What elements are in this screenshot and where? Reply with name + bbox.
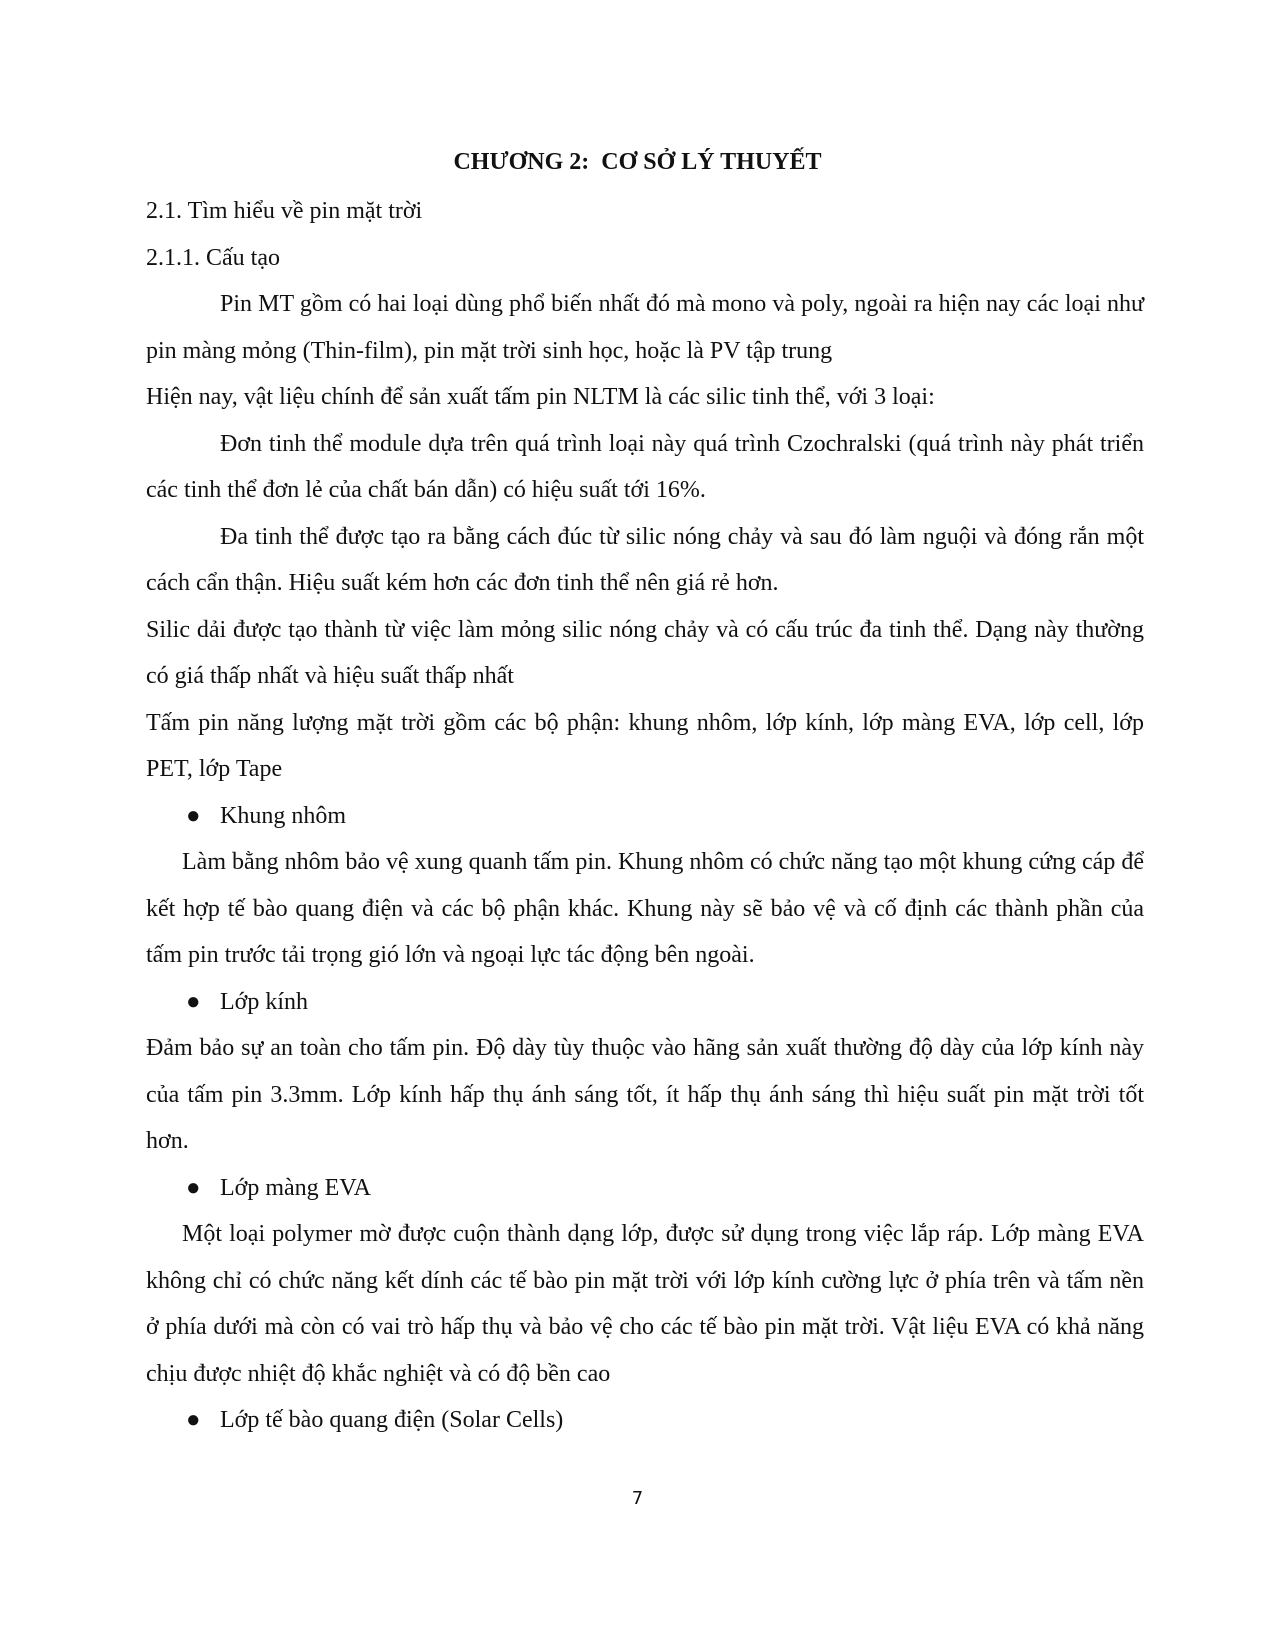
paragraph-monocrystalline: Đơn tinh thể module dựa trên quá trình loại này quá trình Czochralski (quá trình này phát triển các tinh thể đơn lẻ của chất bán dẫn) có hiệu suất tới 16%. [146,430,1144,503]
section-heading: 2.1. Tìm hiểu về pin mặt trời [146,198,423,224]
bullet-label: Khung nhôm [220,802,346,829]
bullet-label: Lớp tế bào quang điện (Solar Cells) [220,1407,564,1433]
bullet-item-glass-layer [146,979,1144,1026]
subsection-heading: 2.1.1. Cấu tạo [146,244,280,271]
paragraph-materials-intro: Hiện nay, vật liệu chính để sản xuất tấm pin NLTM là các silic tinh thể, với 3 loại: [146,384,935,410]
paragraph-eva-layer: Một loại polymer mờ được cuộn thành dạng lớp, được sử dụng trong việc lắp ráp. Lớp màng EVA không chỉ có chức năng kết dính các tế bào pin mặt trời với lớp kính cường lực ở phía trên và tấm nền ở phía dưới mà còn có vai trò hấp thụ và bảo vệ cho các tế bào pin mặt trời. Vật liệu EVA có khả năng chịu được nhiệt độ khắc nghiệt và có độ bền cao [146,1221,1144,1387]
paragraph-solar-types: Pin MT gồm có hai loại dùng phổ biến nhất đó mà mono và poly, ngoài ra hiện nay các loại như pin màng mỏng (Thin-film), pin mặt trời sinh học, hoặc là PV tập trung [146,291,1144,364]
bullet-dot-icon: ● [186,988,201,1015]
bullet-dot-icon: ● [186,1407,201,1433]
bullet-dot-icon: ● [186,802,201,829]
bullet-item-eva-layer [146,1165,1144,1212]
paragraph-glass-layer: Đảm bảo sự an toàn cho tấm pin. Độ dày tùy thuộc vào hãng sản xuất thường độ dày của lớp kính này của tấm pin 3.3mm. Lớp kính hấp thụ ánh sáng tốt, ít hấp thụ ánh sáng thì hiệu suất pin mặt trời tốt hơn. [146,1035,1144,1154]
paragraph-polycrystalline: Đa tinh thể được tạo ra bằng cách đúc từ silic nóng chảy và sau đó làm nguội và đóng rắn một cách cẩn thận. Hiệu suất kém hơn các đơn tinh thể nên giá rẻ hơn. [146,523,1144,596]
bullet-item-aluminum-frame [146,793,1144,840]
bullet-label: Lớp màng EVA [220,1174,371,1201]
document-body [146,188,1144,1444]
paragraph-panel-components: Tấm pin năng lượng mặt trời gồm các bộ phận: khung nhôm, lớp kính, lớp màng EVA, lớp cell, lớp PET, lớp Tape [146,709,1144,782]
bullet-item-solar-cells [146,1397,1144,1444]
bullet-dot-icon: ● [186,1174,201,1201]
bullet-label: Lớp kính [220,988,309,1015]
paragraph-aluminum-frame: Làm bằng nhôm bảo vệ xung quanh tấm pin. Khung nhôm có chức năng tạo một khung cứng cáp để kết hợp tế bào quang điện và các bộ phận khác. Khung này sẽ bảo vệ và cố định các thành phần của tấm pin trước tải trọng gió lớn và ngoại lực tác động bên ngoài. [146,849,1144,968]
chapter-title: CHƯƠNG 2: CƠ SỞ LÝ THUYẾT [453,149,822,175]
paragraph-ribbon-silicon: Silic dải được tạo thành từ việc làm mỏng silic nóng chảy và có cấu trúc đa tinh thể. Dạng này thường có giá thấp nhất và hiệu suất thấp nhất [146,616,1144,689]
page-number: 7 [631,1488,644,1509]
